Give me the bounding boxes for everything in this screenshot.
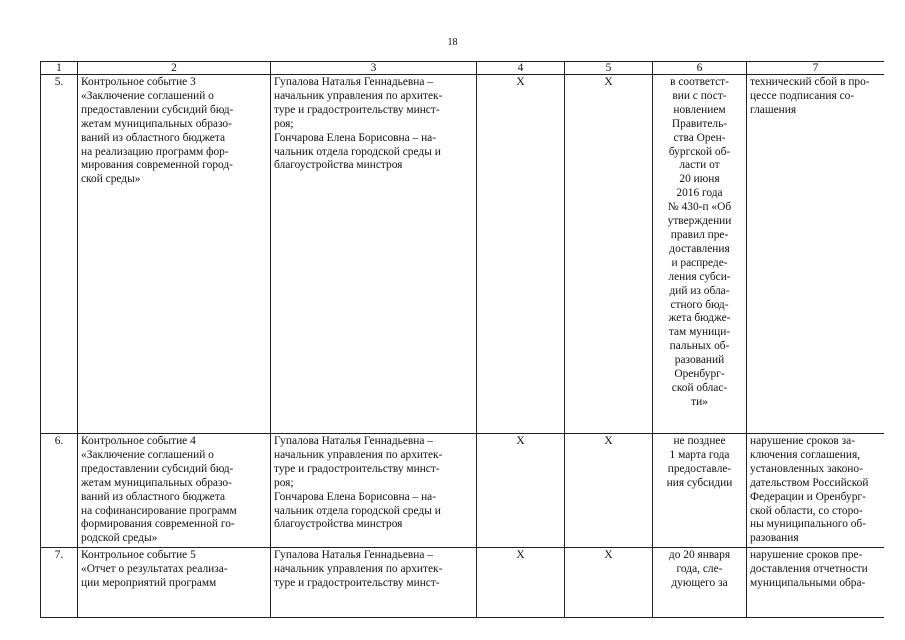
control-event: Контрольное событие 4 «Заключение соглашений о предоставлении субсидий бюд- жетам муниципальных образо- ваний из областного бюджета на софинансирование программ формирования современной го- родской среды»: [78, 434, 271, 548]
deadline-cell: не позднее 1 марта года предоставле- ния субсидии: [653, 434, 747, 548]
cell-col5: Х: [565, 75, 653, 434]
table-row: [41, 548, 885, 618]
cell-col4: Х: [477, 548, 565, 618]
table-row: [41, 75, 885, 434]
page-number: 18: [447, 37, 458, 48]
cell-col5: Х: [565, 434, 653, 548]
deadline-cell: в соответст- вии с пост- новлением Правитель- ства Орен- бургской об- ласти от 20 июня 2016 года № 430-п «Об утверждении правил пре- доставления и распреде- ления субси- дий из обла- стного бюд- жета бюдже- там муници- пальных об- разований Оренбург- ской облас- ти»: [653, 75, 747, 434]
control-event: Контрольное событие 5 «Отчет о результатах реализа- ции мероприятий программ: [78, 548, 271, 618]
plan-table: [40, 61, 884, 618]
header-cell: 6: [653, 62, 747, 75]
responsible-persons: Гупалова Наталья Геннадьевна – начальник управления по архитек- туре и градостроительству минст- роя; Гончарова Елена Борисовна – на- чальник отдела городской среды и благоустройства минстроя: [271, 434, 477, 548]
row-number: 5.: [41, 75, 78, 434]
table-container: [40, 61, 884, 640]
cell-col4: Х: [477, 75, 565, 434]
table-header-row: [41, 62, 885, 75]
header-cell: 7: [747, 62, 885, 75]
control-event: Контрольное событие 3 «Заключение соглашений о предоставлении субсидий бюд- жетам муниципальных образо- ваний из областного бюджета на реализацию программ фор- мирования современной город- ской среды»: [78, 75, 271, 434]
risk-cell: нарушение сроков за- ключения соглашения, установленных законо- дательством Российской Федерации и Оренбург- ской области, со сторо- ны муниципального об- разования: [747, 434, 885, 548]
header-cell: 1: [41, 62, 78, 75]
header-cell: 5: [565, 62, 653, 75]
header-cell: 3: [271, 62, 477, 75]
header-cell: 4: [477, 62, 565, 75]
cell-col4: Х: [477, 434, 565, 548]
risk-cell: технический сбой в про- цессе подписания со- глашения: [747, 75, 885, 434]
row-number: 6.: [41, 434, 78, 548]
risk-cell: нарушение сроков пре- доставления отчетности муниципальными обра-: [747, 548, 885, 618]
cell-col5: Х: [565, 548, 653, 618]
deadline-cell: до 20 января года, сле- дующего за: [653, 548, 747, 618]
row-number: 7.: [41, 548, 78, 618]
responsible-persons: Гупалова Наталья Геннадьевна – начальник управления по архитек- туре и градостроительству минст- роя; Гончарова Елена Борисовна – на- чальник отдела городской среды и благоустройства минстроя: [271, 75, 477, 434]
responsible-persons: Гупалова Наталья Геннадьевна – начальник управления по архитек- туре и градостроительству минст-: [271, 548, 477, 618]
header-cell: 2: [78, 62, 271, 75]
table-row: [41, 434, 885, 548]
